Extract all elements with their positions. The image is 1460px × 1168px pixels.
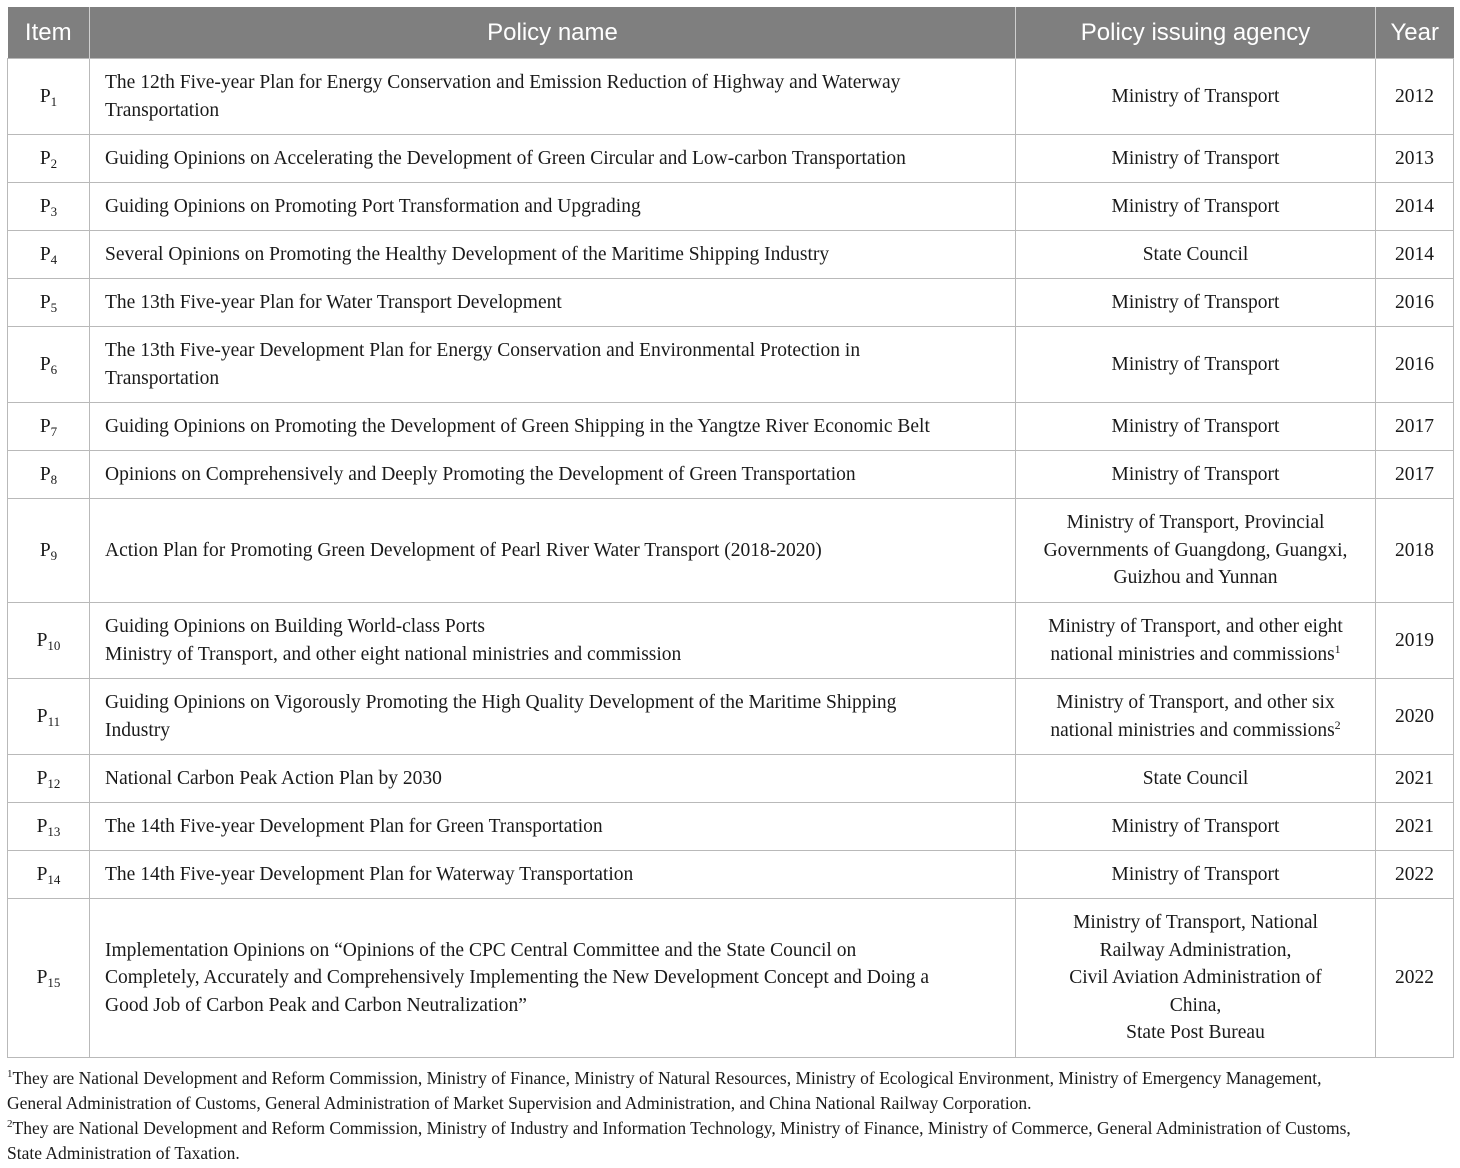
issuing-agency-line [1026, 992, 1365, 1020]
item-cell [8, 603, 90, 679]
policy-name-cell [90, 603, 1016, 679]
issuing-agency-cell [1016, 603, 1376, 679]
policy-name-line: The 14th Five-year Development Plan for Green Transportation [105, 815, 603, 837]
policy-name-cell [90, 451, 1016, 499]
item-cell [8, 183, 90, 231]
issuing-agency-line [1026, 193, 1365, 221]
item-prefix: P [36, 863, 48, 885]
policy-name-line: Transportation [105, 367, 220, 389]
issuing-agency-line [1026, 964, 1365, 992]
policy-name-cell [90, 899, 1016, 1058]
item-cell [8, 499, 90, 603]
table-row [8, 803, 1454, 851]
policy-name-line: Opinions on Comprehensively and Deeply Promoting the Development of Green Transportation [105, 463, 856, 485]
policy-name-line: The 13th Five-year Development Plan for Energy Conservation and Environmental Protection in [105, 340, 861, 361]
table-row [8, 499, 1454, 603]
item-prefix: P [36, 967, 48, 989]
policy-name-line: Completely, Accurately and Comprehensively Implementing the New Development Concept and Doing a [105, 967, 930, 989]
table-row [8, 403, 1454, 451]
issuing-agency-text: State Post Bureau [1126, 1022, 1265, 1044]
policy-name-line: Transportation [105, 99, 220, 121]
item-number: 2 [50, 155, 58, 171]
issuing-agency-line [1026, 289, 1365, 317]
policy-name-line: Implementation Opinions on “Opinions of the CPC Central Committee and the State Council on [105, 939, 857, 961]
item-prefix: P [39, 243, 51, 265]
header-issuing-agency: Policy issuing agency [1016, 7, 1376, 59]
item-number: 15 [47, 975, 61, 991]
policy-name-line: Guiding Opinions on Promoting Port Transformation and Upgrading [105, 195, 641, 217]
year-cell: 2019 [1376, 603, 1454, 679]
issuing-agency-line [1026, 689, 1365, 717]
item-number: 5 [50, 299, 58, 315]
year-cell: 2018 [1376, 499, 1454, 603]
issuing-agency-cell [1016, 403, 1376, 451]
item-number: 12 [47, 775, 61, 791]
table-row [8, 679, 1454, 755]
policy-name-cell [90, 755, 1016, 803]
footnote-text: General Administration of Customs, General Administration of Market Supervision and Administration, and China National Railway Corporation. [7, 1093, 1032, 1113]
issuing-agency-text: Ministry of Transport, and other eight [1048, 616, 1343, 637]
item-number: 7 [50, 423, 58, 439]
issuing-agency-line [1026, 537, 1365, 565]
item-cell [8, 231, 90, 279]
item-prefix: P [39, 195, 51, 217]
issuing-agency-cell [1016, 755, 1376, 803]
header-item: Item [8, 7, 90, 59]
issuing-agency-text: State Council [1142, 767, 1249, 789]
table-row [8, 755, 1454, 803]
issuing-agency-line [1026, 613, 1365, 641]
item-number: 14 [47, 871, 61, 887]
policy-name-line: Guiding Opinions on Accelerating the Development of Green Circular and Low-carbon Transportation [105, 147, 906, 169]
year-cell: 2016 [1376, 279, 1454, 327]
footnote-reference[interactable]: 1 [1334, 641, 1341, 656]
policy-name-cell [90, 327, 1016, 403]
issuing-agency-cell [1016, 327, 1376, 403]
table-row [8, 327, 1454, 403]
item-cell [8, 755, 90, 803]
issuing-agency-cell [1016, 231, 1376, 279]
issuing-agency-text: State Council [1142, 243, 1249, 265]
year-cell: 2021 [1376, 755, 1454, 803]
footnote-text: They are National Development and Reform Commission, Ministry of Finance, Ministry of Natural Resources, Ministry of Ecological Environment, Ministry of Emergency Management, [12, 1068, 1322, 1088]
issuing-agency-text: Ministry of Transport, Provincial [1066, 512, 1325, 534]
issuing-agency-text: Railway Administration, [1099, 939, 1292, 961]
footnote-text: They are National Development and Reform Commission, Ministry of Industry and Information Technology, Ministry of Finance, Ministry of Commerce, General Administration of Customs, [12, 1118, 1351, 1138]
issuing-agency-text: Ministry of Transport, and other six [1056, 692, 1335, 713]
header-year: Year [1376, 7, 1454, 59]
item-prefix: P [39, 463, 51, 485]
issuing-agency-line [1026, 351, 1365, 379]
policy-name-line: National Carbon Peak Action Plan by 2030 [105, 767, 442, 789]
policy-name-line: Industry [105, 719, 170, 741]
item-prefix: P [36, 767, 48, 789]
item-prefix: P [39, 291, 51, 313]
issuing-agency-cell [1016, 899, 1376, 1058]
footnote [7, 1066, 1453, 1116]
policy-name-line: Action Plan for Promoting Green Development of Pearl River Water Transport (2018-2020) [105, 539, 822, 561]
issuing-agency-line [1026, 937, 1365, 965]
issuing-agency-line [1026, 461, 1365, 489]
year-cell: 2016 [1376, 327, 1454, 403]
item-number: 1 [50, 93, 58, 109]
year-cell: 2022 [1376, 851, 1454, 899]
year-cell: 2022 [1376, 899, 1454, 1058]
issuing-agency-text: Ministry of Transport [1111, 815, 1280, 837]
issuing-agency-text: national ministries and commissions [1050, 643, 1335, 665]
item-prefix: P [39, 415, 51, 437]
policy-name-line: Guiding Opinions on Building World-class Ports [105, 616, 485, 637]
item-cell [8, 679, 90, 755]
policy-name-cell [90, 851, 1016, 899]
policy-name-cell [90, 679, 1016, 755]
footnote [7, 1116, 1453, 1166]
issuing-agency-line [1026, 83, 1365, 111]
issuing-agency-cell [1016, 59, 1376, 135]
policy-name-cell [90, 135, 1016, 183]
policy-name-cell [90, 59, 1016, 135]
policy-name-line: The 12th Five-year Plan for Energy Conservation and Emission Reduction of Highway and Waterway [105, 72, 901, 93]
issuing-agency-text: Ministry of Transport [1111, 291, 1280, 313]
item-prefix: P [39, 147, 51, 169]
issuing-agency-line [1026, 564, 1365, 592]
table-row [8, 603, 1454, 679]
issuing-agency-cell [1016, 851, 1376, 899]
issuing-agency-line [1026, 813, 1365, 841]
issuing-agency-text: Ministry of Transport [1111, 195, 1280, 217]
issuing-agency-line [1026, 145, 1365, 173]
policy-name-line: Ministry of Transport, and other eight national ministries and commission [105, 643, 682, 665]
item-prefix: P [36, 815, 48, 837]
policy-name-cell [90, 231, 1016, 279]
year-cell: 2020 [1376, 679, 1454, 755]
policy-name-line: The 14th Five-year Development Plan for Waterway Transportation [105, 863, 634, 885]
issuing-agency-text: Civil Aviation Administration of [1069, 967, 1322, 989]
policy-table-container [7, 7, 1453, 1058]
year-cell: 2014 [1376, 183, 1454, 231]
issuing-agency-cell [1016, 279, 1376, 327]
item-cell [8, 135, 90, 183]
year-cell: 2017 [1376, 403, 1454, 451]
issuing-agency-line [1026, 861, 1365, 889]
item-prefix: P [39, 353, 51, 375]
header-policy-name: Policy name [90, 7, 1016, 59]
issuing-agency-line [1026, 765, 1365, 793]
issuing-agency-text: Ministry of Transport [1111, 415, 1280, 437]
item-number: 8 [50, 471, 58, 487]
policy-name-cell [90, 279, 1016, 327]
year-cell: 2017 [1376, 451, 1454, 499]
issuing-agency-line [1026, 413, 1365, 441]
footnote-mark: 1 [7, 1068, 13, 1080]
footnote-mark: 2 [7, 1118, 13, 1130]
table-row [8, 899, 1454, 1058]
issuing-agency-text: China, [1169, 994, 1222, 1016]
item-cell [8, 403, 90, 451]
issuing-agency-cell [1016, 451, 1376, 499]
item-number: 11 [47, 713, 61, 729]
issuing-agency-line [1026, 909, 1365, 937]
footnote-reference[interactable]: 2 [1334, 717, 1341, 732]
policy-name-cell [90, 803, 1016, 851]
footnotes [7, 1066, 1453, 1166]
year-cell: 2021 [1376, 803, 1454, 851]
issuing-agency-line [1026, 1019, 1365, 1047]
issuing-agency-cell [1016, 679, 1376, 755]
issuing-agency-text: Ministry of Transport [1111, 147, 1280, 169]
item-prefix: P [36, 629, 48, 651]
table-row [8, 183, 1454, 231]
policy-name-line: Several Opinions on Promoting the Healthy Development of the Maritime Shipping Industry [105, 243, 830, 265]
table-row [8, 851, 1454, 899]
item-number: 4 [50, 251, 58, 267]
policy-name-line: Guiding Opinions on Vigorously Promoting the High Quality Development of the Maritime Shipping [105, 692, 897, 713]
item-cell [8, 899, 90, 1058]
table-row [8, 451, 1454, 499]
policy-name-cell [90, 499, 1016, 603]
issuing-agency-cell [1016, 135, 1376, 183]
item-cell [8, 59, 90, 135]
issuing-agency-text: Ministry of Transport [1111, 863, 1280, 885]
issuing-agency-text: national ministries and commissions [1050, 719, 1335, 741]
issuing-agency-text: Ministry of Transport [1111, 463, 1280, 485]
item-number: 13 [47, 823, 61, 839]
item-cell [8, 279, 90, 327]
policy-table [7, 7, 1454, 1058]
policy-name-cell [90, 183, 1016, 231]
footnote-text: State Administration of Taxation. [7, 1143, 240, 1163]
item-prefix: P [39, 85, 51, 107]
issuing-agency-line [1026, 509, 1365, 537]
item-number: 10 [47, 637, 61, 653]
table-row [8, 279, 1454, 327]
issuing-agency-cell [1016, 499, 1376, 603]
table-row [8, 59, 1454, 135]
table-row [8, 135, 1454, 183]
issuing-agency-text: Guizhou and Yunnan [1113, 567, 1278, 589]
issuing-agency-line [1026, 641, 1365, 669]
issuing-agency-text: Ministry of Transport, National [1073, 912, 1318, 934]
header-row [8, 7, 1454, 59]
table-body [8, 59, 1454, 1058]
issuing-agency-cell [1016, 183, 1376, 231]
policy-name-line: Guiding Opinions on Promoting the Development of Green Shipping in the Yangtze River Economic Belt [105, 415, 930, 437]
item-cell [8, 327, 90, 403]
year-cell: 2013 [1376, 135, 1454, 183]
item-prefix: P [36, 705, 48, 727]
issuing-agency-text: Ministry of Transport [1111, 85, 1280, 107]
issuing-agency-line [1026, 717, 1365, 745]
item-prefix: P [39, 539, 51, 561]
policy-name-cell [90, 403, 1016, 451]
issuing-agency-cell [1016, 803, 1376, 851]
item-number: 9 [50, 547, 58, 563]
issuing-agency-line [1026, 241, 1365, 269]
issuing-agency-text: Ministry of Transport [1111, 353, 1280, 375]
year-cell: 2014 [1376, 231, 1454, 279]
item-cell [8, 451, 90, 499]
policy-name-line: The 13th Five-year Plan for Water Transport Development [105, 291, 562, 313]
table-row [8, 231, 1454, 279]
item-number: 3 [50, 203, 58, 219]
year-cell: 2012 [1376, 59, 1454, 135]
item-number: 6 [50, 361, 58, 377]
item-cell [8, 803, 90, 851]
issuing-agency-text: Governments of Guangdong, Guangxi, [1043, 539, 1348, 561]
policy-name-line: Good Job of Carbon Peak and Carbon Neutralization” [105, 994, 527, 1016]
item-cell [8, 851, 90, 899]
